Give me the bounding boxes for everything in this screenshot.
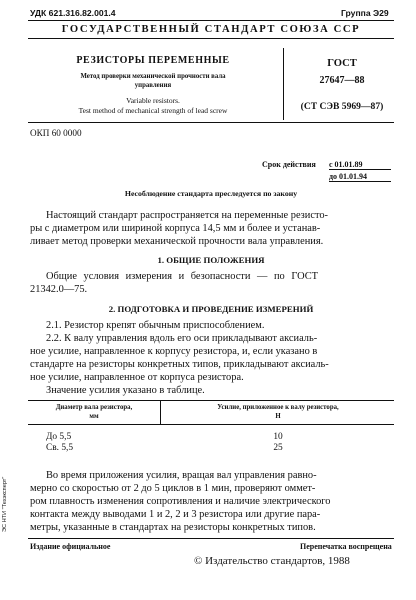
closing-line-4: контакта между выводами 1 и 2, 2 и 3 резистора или другие пара- <box>30 509 321 520</box>
table-row-1-force: 10 <box>273 432 283 442</box>
table-col2-header-line1: Усилие, приложенное к валу резистора, <box>217 404 339 411</box>
section-1-line-1: Общие условия измерения и безопасности — по ГОСТ <box>46 271 318 282</box>
table-header-rule <box>28 424 394 425</box>
table-col1-header-line1: Диаметр вала резистора, <box>55 404 133 411</box>
header-rule-bottom <box>28 38 394 39</box>
table-top-rule <box>28 400 394 401</box>
validity-label: Срок действия <box>262 160 316 169</box>
clause-2-2-line-3: стандарте на резисторы конкретных типов, прикладывают аксиаль- <box>30 359 329 370</box>
st-sev-number: (СТ СЭВ 5969—87) <box>300 101 384 112</box>
clause-2-2-line-4: ное усилие, направленное от корпуса резистора. <box>30 372 244 383</box>
clause-2-2-line-2: ное усилие, направленное к корпусу резистора, и, если указано в <box>30 346 318 357</box>
title-block-divider <box>283 48 284 120</box>
reprint-note: Перепечатка воспрещена <box>300 542 392 551</box>
closing-line-2: мерно со скоростью от 2 до 5 циклов в 1 мин, проверяют оммет- <box>30 483 316 494</box>
gost-label: ГОСТ <box>327 58 357 69</box>
intro-line-3: ливает метод проверки механической прочности вала управления. <box>30 236 324 247</box>
title-block-rule <box>28 122 394 123</box>
header-rule-top <box>28 20 394 21</box>
title-en-line2: Test method of mechanical strength of lead screw <box>78 106 228 115</box>
table-col1-header-line2: мм <box>89 413 99 420</box>
subtitle-ru-line2: управления <box>134 82 172 89</box>
table-header-divider <box>160 400 161 424</box>
section-1-line-2: 21342.0—75. <box>30 284 88 295</box>
closing-line-1: Во время приложения усилия, вращая вал управления равно- <box>46 470 317 481</box>
udk-code: УДК 621.316.82.001.4 <box>30 8 116 18</box>
group-code: Группа Э29 <box>341 8 389 18</box>
copyright-line: © Издательство стандартов, 1988 <box>194 555 350 567</box>
intro-line-1: Настоящий стандарт распространяется на переменные резисто- <box>46 210 329 221</box>
edition-note: Издание официальное <box>30 542 111 551</box>
title-en-line1: Variable resistors. <box>126 96 180 105</box>
clause-2-2-line-1: 2.2. К валу управления вдоль его оси прикладывают аксиаль- <box>46 333 318 344</box>
table-row-1-diameter: До 5,5 <box>46 432 72 442</box>
footer-rule <box>28 538 394 539</box>
closing-line-5: метры, указанные в стандартах на резисторы конкретных типов. <box>30 522 316 533</box>
title-ru: РЕЗИСТОРЫ ПЕРЕМЕННЫЕ <box>76 55 230 66</box>
sidebar-source-label: ЭС НТИ "Техэксперт" <box>2 476 8 532</box>
state-standard-banner: ГОСУДАРСТВЕННЫЙ СТАНДАРТ СОЮЗА ССР <box>61 24 361 35</box>
validity-from: с 01.01.89 <box>329 160 391 170</box>
table-intro: Значение усилия указано в таблице. <box>46 385 205 396</box>
table-col2-header-line2: Н <box>275 413 281 420</box>
validity-to: до 01.01.94 <box>329 172 391 182</box>
closing-line-3: ром плавность изменения сопротивления и наличие электрического <box>30 496 331 507</box>
subtitle-ru-line1: Метод проверки механической прочности вала <box>80 73 226 80</box>
legal-note: Несоблюдение стандарта преследуется по закону <box>124 189 298 198</box>
gost-number: 27647—88 <box>319 75 365 86</box>
section-1-heading: 1. ОБЩИЕ ПОЛОЖЕНИЯ <box>157 255 265 265</box>
table-row-2-diameter: Св. 5,5 <box>46 443 74 453</box>
section-2-heading: 2. ПОДГОТОВКА И ПРОВЕДЕНИЕ ИЗМЕРЕНИЙ <box>108 304 314 314</box>
clause-2-1: 2.1. Резистор крепят обычным приспособлением. <box>46 320 265 331</box>
table-row-2-force: 25 <box>273 443 283 453</box>
intro-line-2: ры с диаметром или шириной корпуса 14,5 мм и более и устанав- <box>30 223 321 234</box>
okp-code: ОКП 60 0000 <box>30 128 82 138</box>
